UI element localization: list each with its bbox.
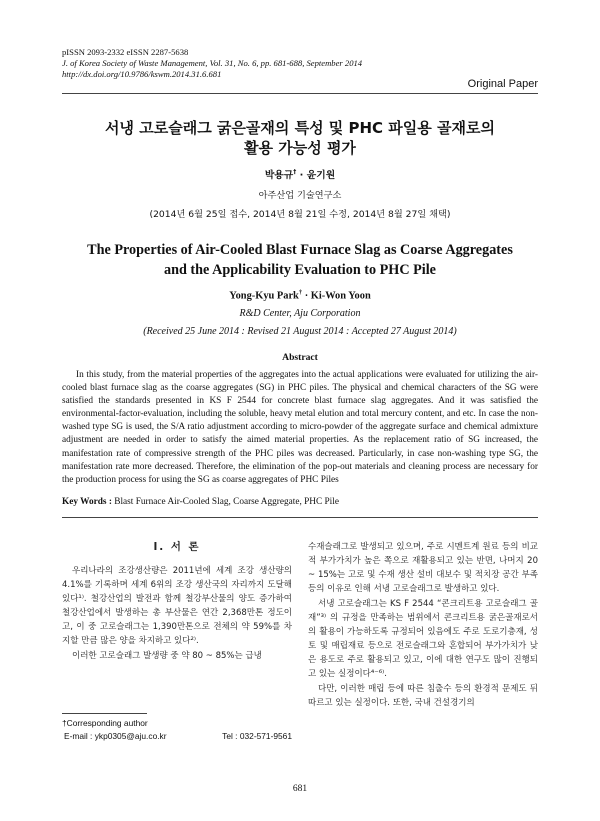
body-paragraph: 수재슬래그로 발생되고 있으며, 주로 시멘트계 원료 등의 비교적 부가가치가 높은 쪽으로 재활용되고 있는 반면, 나머지 20 ~ 15%는 고로 및 수재 생산 설비 대보수 및 적치장 공간 부족 등의 이유로 인해 서냉 고로슬래그로 발생하고 있다. <box>308 542 538 594</box>
footnote-email[interactable]: E-mail : ykp0305@aju.co.kr <box>64 730 167 741</box>
body-column-left <box>62 540 292 664</box>
section-heading: I. 서 론 <box>153 541 201 553</box>
corresponding-mark: † <box>298 289 303 296</box>
english-authors <box>62 289 538 301</box>
abstract-heading: Abstract <box>282 352 318 363</box>
korean-title <box>62 118 538 158</box>
korean-dates: (2014년 6월 25일 접수, 2014년 8월 21일 수정, 2014년 8월 27일 채택) <box>149 209 451 220</box>
abstract-divider <box>62 517 538 518</box>
abstract-text: In this study, from the material properties of the aggregates into the actual applications were evaluated for utilizing the air-cooled blast furnace slag as the coarse aggregates (SG) in PHC piles. The physical and chemical characters of the SG were satisfied the standards presented in KS F 2544 for concrete blast furnace slag aggregates. And it was satisfied the environmental-factor-evaluation, including the soluble, heavy metal elution and total mercury content, and etc. In case the non-washed type SG is used, the S/A ratio adjustment according to micro-powder of the aggregate surface and chemical admixture adjustment are needed in order to satisfy the aimed material properties. As the replacement ratio of SG increased, the manifestation rate of compressive strength of the PHC piles was decreased. Particularly, in case non-washing type SG, the manifestation rate more decreased. Therefore, the elimination of the pop-out materials and cleaning process are necessary for the production process for using the SG as coarse aggregates of PHC Piles <box>62 370 538 485</box>
english-title <box>62 240 538 280</box>
page-number: 681 <box>292 784 308 794</box>
paper-type-label: Original Paper <box>467 78 538 90</box>
header-divider <box>62 93 538 94</box>
korean-author-2: 윤기원 <box>306 170 336 181</box>
english-author-1: Yong-Kyu Park <box>229 290 299 302</box>
korean-title-line-1: 서냉 고로슬래그 굵은골재의 특성 및 PHC 파일용 골재로의 <box>105 119 495 137</box>
english-author-2: Ki-Won Yoon <box>310 290 371 302</box>
author-separator: · <box>296 170 307 181</box>
keywords <box>62 497 538 507</box>
footnote-divider <box>62 713 147 714</box>
doi-link[interactable]: http://dx.doi.org/10.9786/kswm.2014.31.6.681 <box>62 69 222 80</box>
body-paragraph: 이러한 고로슬래그 발생량 중 약 80 ~ 85%는 급냉 <box>72 651 262 661</box>
body-paragraph: 우리나라의 조강생산량은 2011년에 세계 조강 생산량의 4.1%를 기록하며 세계 6위의 조강 생산국의 자리까지 도달해 있다¹⁾. 철강산업의 발전과 함께 철강부산물의 양도 증가하여 철강산업에서 발생하는 총 부산물은 연간 2,368만톤 정도이고, 이 중 고로슬래그는 1,390만톤으로 전체의 약 59%를 차지할 만큼 많은 양을 차지하고 있다²⁾. <box>62 566 292 646</box>
body-paragraph: 다만, 이러한 매립 등에 따른 침출수 등의 환경적 문제도 뒤따르고 있는 실정이다. 또한, 국내 건설경기의 <box>308 684 538 708</box>
english-title-line-1: The Properties of Air-Cooled Blast Furnace Slag as Coarse Aggregates <box>87 242 513 258</box>
footnote-label: †Corresponding author <box>62 718 148 728</box>
english-title-line-2: and the Applicability Evaluation to PHC Pile <box>164 262 436 278</box>
footnote-tel: Tel : 032-571-9561 <box>222 730 292 741</box>
body-column-right <box>308 540 538 711</box>
body-paragraph: 서냉 고로슬래그는 KS F 2544 “콘크리트용 고로슬래그 골재”³⁾ 의 규정을 만족하는 범위에서 콘크리트용 굵은골재로서의 활용이 가능하도록 규정되어 있음에도 주로 도로기층재, 성토 및 매립재료 등으로 전로슬래그와 혼합되어 부가가치가 낮은 용도로 주로 활용되고 있고, 이에 대한 연구도 많이 진행되고 있는 실정이다⁴⁻⁶⁾. <box>308 599 538 679</box>
issn-line: pISSN 2093-2332 eISSN 2287-5638 <box>62 47 189 57</box>
journal-header <box>62 47 362 81</box>
journal-citation: J. of Korea Society of Waste Management, Vol. 31, No. 6, pp. 681-688, September 2014 <box>62 58 363 69</box>
footnote <box>62 717 292 742</box>
keywords-label: Key Words : <box>62 497 115 507</box>
korean-authors <box>62 167 538 181</box>
english-dates: (Received 25 June 2014 : Revised 21 August 2014 : Accepted 27 August 2014) <box>143 326 457 337</box>
author-separator: · <box>302 290 311 302</box>
korean-affiliation: 아주산업 기술연구소 <box>258 190 342 201</box>
english-affiliation: R&D Center, Aju Corporation <box>239 308 361 319</box>
corresponding-mark: † <box>293 168 297 176</box>
korean-author-1: 박용규 <box>264 170 294 181</box>
keywords-text: Blast Furnace Air-Cooled Slag, Coarse Aggregate, PHC Pile <box>114 497 339 507</box>
korean-title-line-2: 활용 가능성 평가 <box>244 139 356 157</box>
